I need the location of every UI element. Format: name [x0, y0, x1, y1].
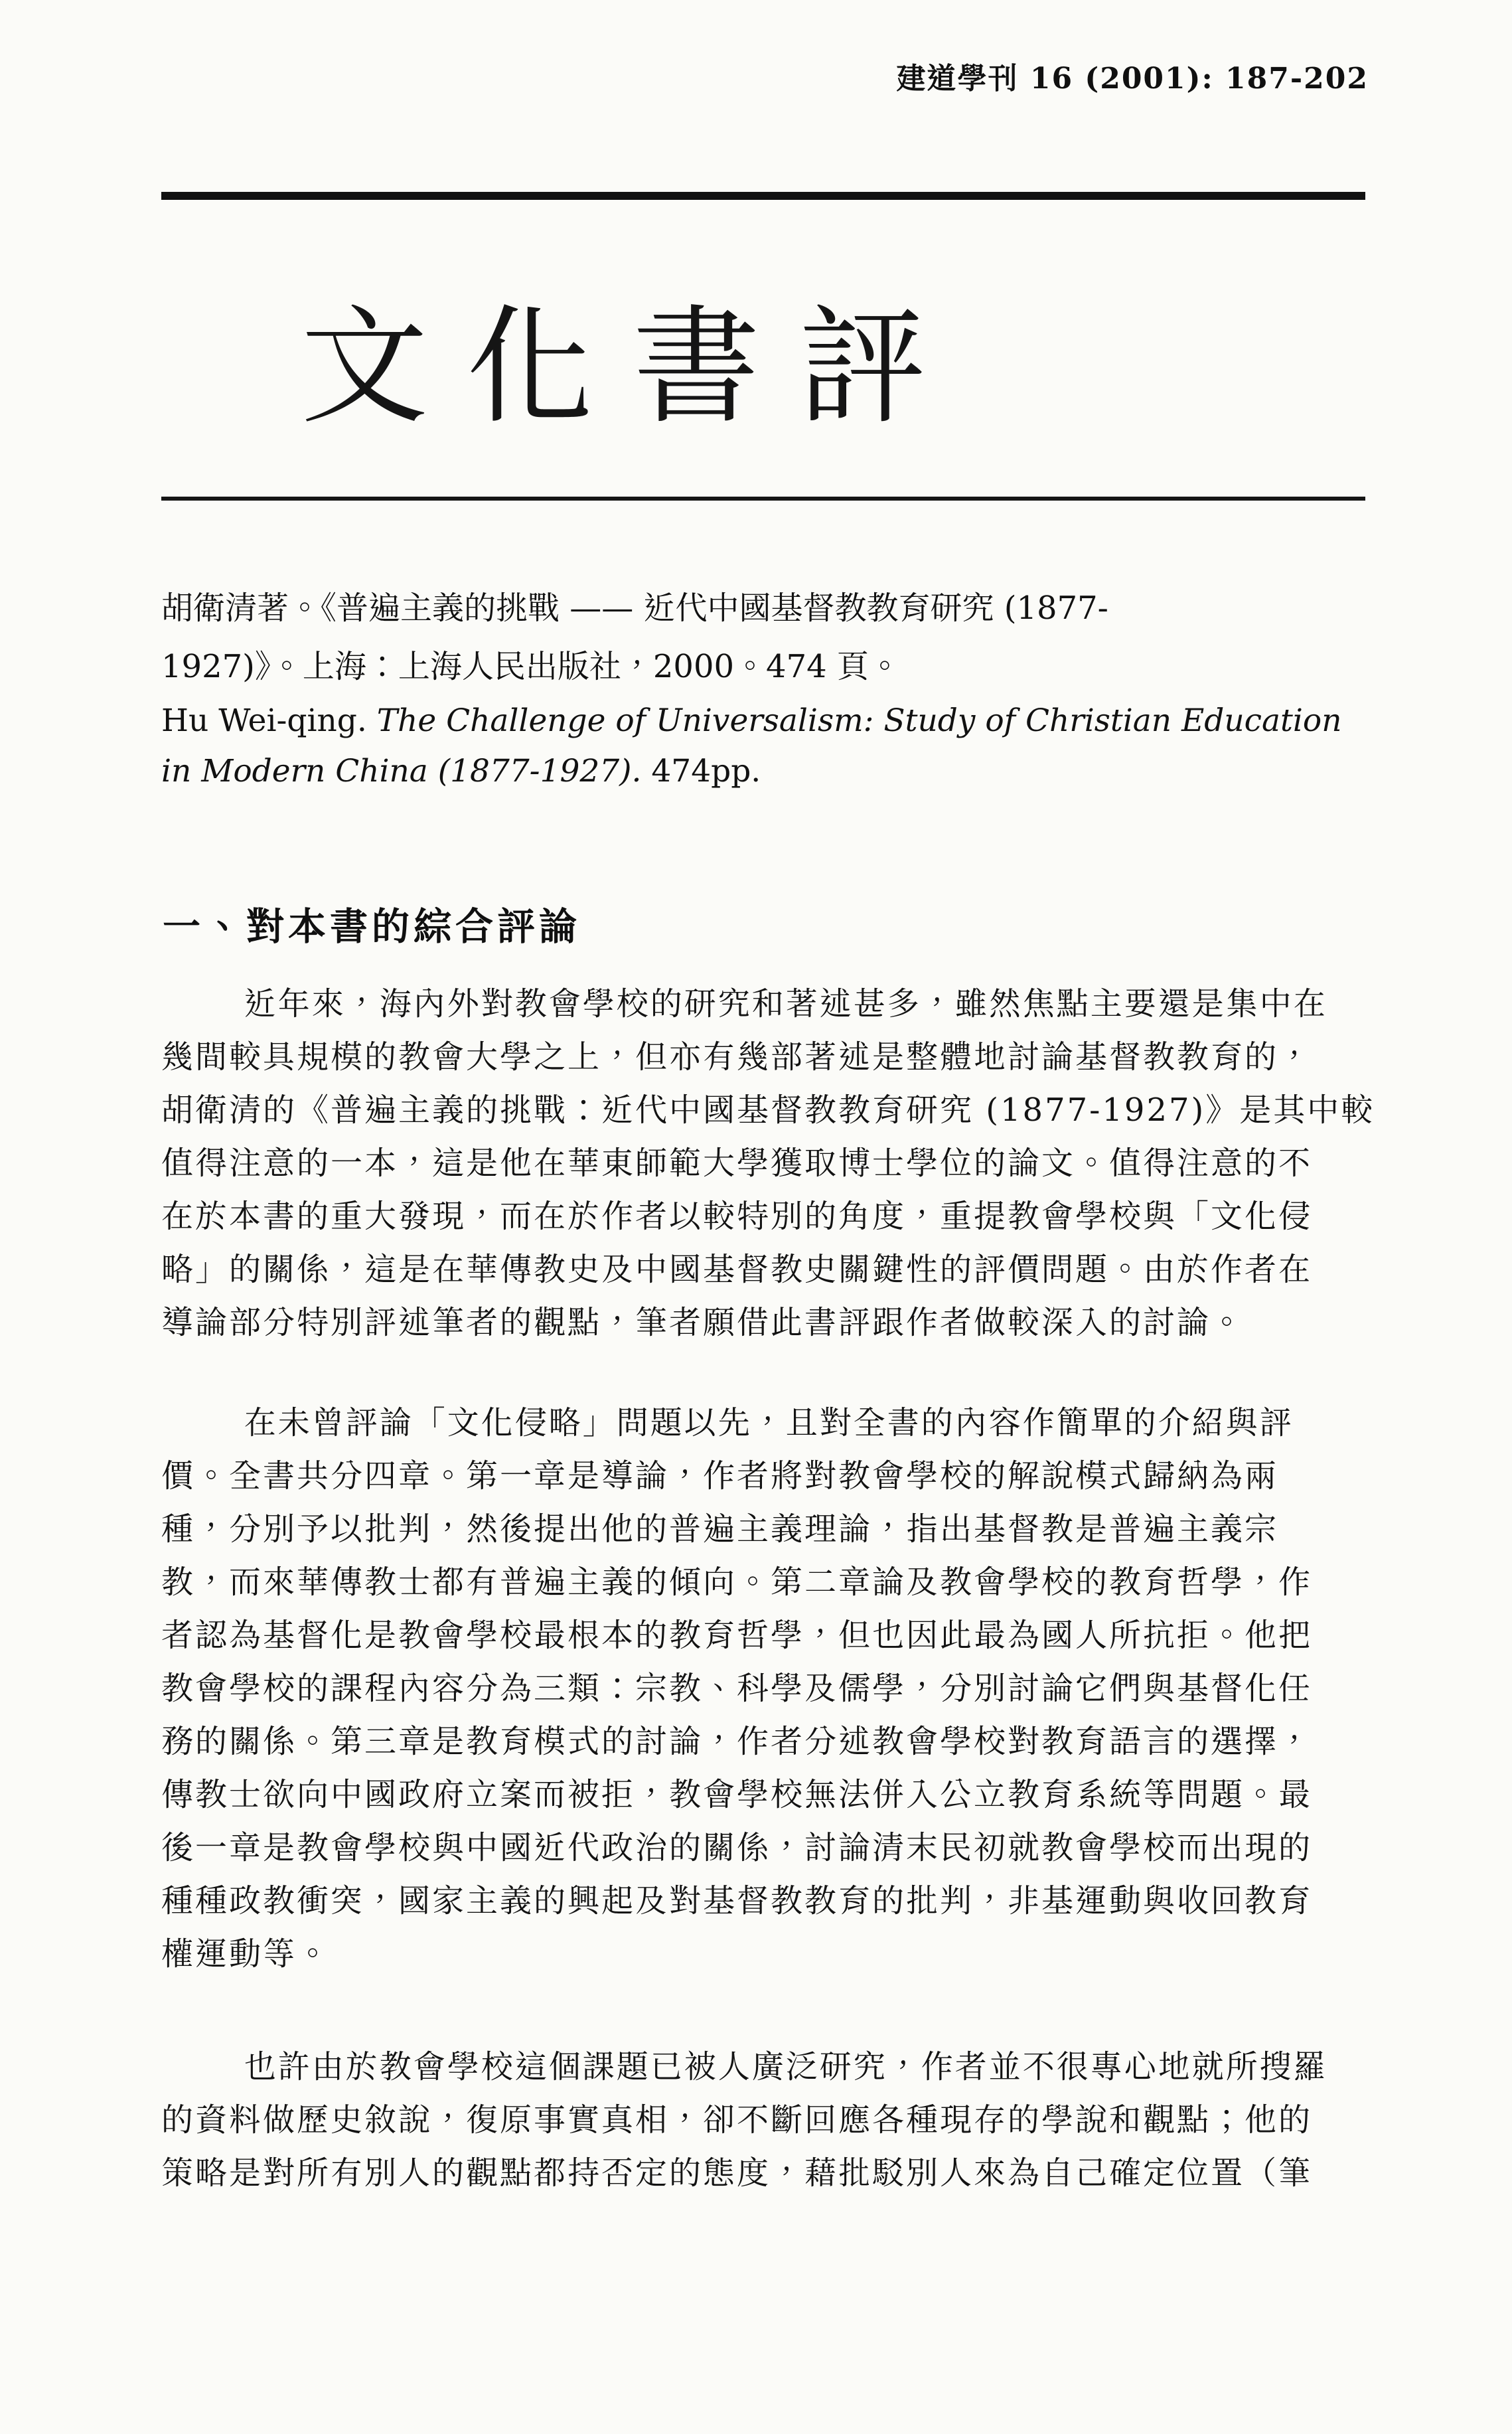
citation-text: Hu Wei-qing.: [161, 702, 377, 739]
page-title: 文化書評: [301, 293, 964, 442]
text-line: 策略是對所有別人的觀點都持否定的態度，藉批駁別人來為自己確定位置（筆: [161, 2154, 1313, 2192]
text-line: 在於本書的重大發現，而在於作者以較特別的角度，重提教會學校與「文化侵: [161, 1198, 1313, 1235]
text-line: 胡衛清著。《普遍主義的挑戰 —— 近代中國基督教教育研究 (1877-: [161, 590, 1108, 627]
text-line: 教，而來華傳教士都有普遍主義的傾向。第二章論及教會學校的教育哲學，作: [161, 1564, 1313, 1601]
text-line: 也許由於教會學校這個課題已被人廣泛研究，作者並不很專心地就所搜羅: [244, 2048, 1327, 2085]
text-line: 導論部分特別評述筆者的觀點，筆者願借此書評跟作者做較深入的討論。: [161, 1304, 1245, 1341]
header-rule: [161, 192, 1365, 200]
title-rule: [161, 497, 1365, 501]
book-title-italic: The Challenge of Universalism: Study of Christian Education: [376, 702, 1342, 739]
text-line: 的資料做歷史敘說，復原事實真相，卻不斷回應各種現存的學說和觀點；他的: [161, 2101, 1313, 2139]
text-line: 近年來，海內外對教會學校的研究和著述甚多，雖然焦點主要還是集中在: [244, 985, 1327, 1022]
text-line: 務的關係。第三章是教育模式的討論，作者分述教會學校對教育語言的選擇，: [161, 1723, 1313, 1760]
text-line: [161, 746, 1365, 797]
text-line: 胡衛清的《普遍主義的挑戰：近代中國基督教教育研究 (1877-1927)》是其中較: [161, 1092, 1375, 1129]
text-line: 幾間較具規模的教會大學之上，但亦有幾部著述是整體地討論基督教教育的，: [161, 1038, 1313, 1076]
text-line: 在未曾評論「文化侵略」問題以先，且對全書的內容作簡單的介紹與評: [244, 1404, 1294, 1441]
text-line: 價。全書共分四章。第一章是導論，作者將對教會學校的解說模式歸納為兩: [161, 1457, 1279, 1495]
text-line: 種種政教衝突，國家主義的興起及對基督教教育的批判，非基運動與收回教育: [161, 1882, 1313, 1919]
journal-header: 建道學刊 16 (2001): 187-202: [896, 62, 1369, 96]
text-line: 值得注意的一本，這是他在華東師範大學獲取博士學位的論文。值得注意的不: [161, 1145, 1313, 1182]
text-line: 傳教士欲向中國政府立案而被拒，教會學校無法併入公立教育系統等問題。最: [161, 1776, 1313, 1813]
text-line: 1927)》。上海：上海人民出版社，2000。474 頁。: [161, 648, 901, 685]
body-paragraph-1: [161, 977, 1375, 1349]
section-heading: 一、對本書的綜合評論: [163, 905, 581, 949]
text-line: 權運動等。: [161, 1935, 331, 1973]
citation-text: 474pp.: [641, 753, 761, 789]
body-paragraph-2: [161, 1396, 1365, 1981]
text-line: 後一章是教會學校與中國近代政治的關係，討論清末民初就教會學校而出現的: [161, 1829, 1313, 1866]
text-line: [161, 696, 1365, 746]
body-paragraph-3: [161, 2040, 1365, 2200]
text-line: 者認為基督化是教會學校最根本的教育哲學，但也因此最為國人所抗拒。他把: [161, 1617, 1313, 1654]
text-line: 種，分別予以批判，然後提出他的普遍主義理論，指出基督教是普遍主義宗: [161, 1510, 1279, 1548]
book-citation-chinese: [161, 579, 1365, 696]
book-citation-english: [161, 696, 1365, 797]
text-line: 教會學校的課程內容分為三類：宗教、科學及儒學，分別討論它們與基督化任: [161, 1670, 1313, 1707]
text-line: 略」的關係，這是在華傳教史及中國基督教史關鍵性的評價問題。由於作者在: [161, 1251, 1313, 1288]
book-title-italic: in Modern China (1877-1927).: [161, 753, 642, 789]
